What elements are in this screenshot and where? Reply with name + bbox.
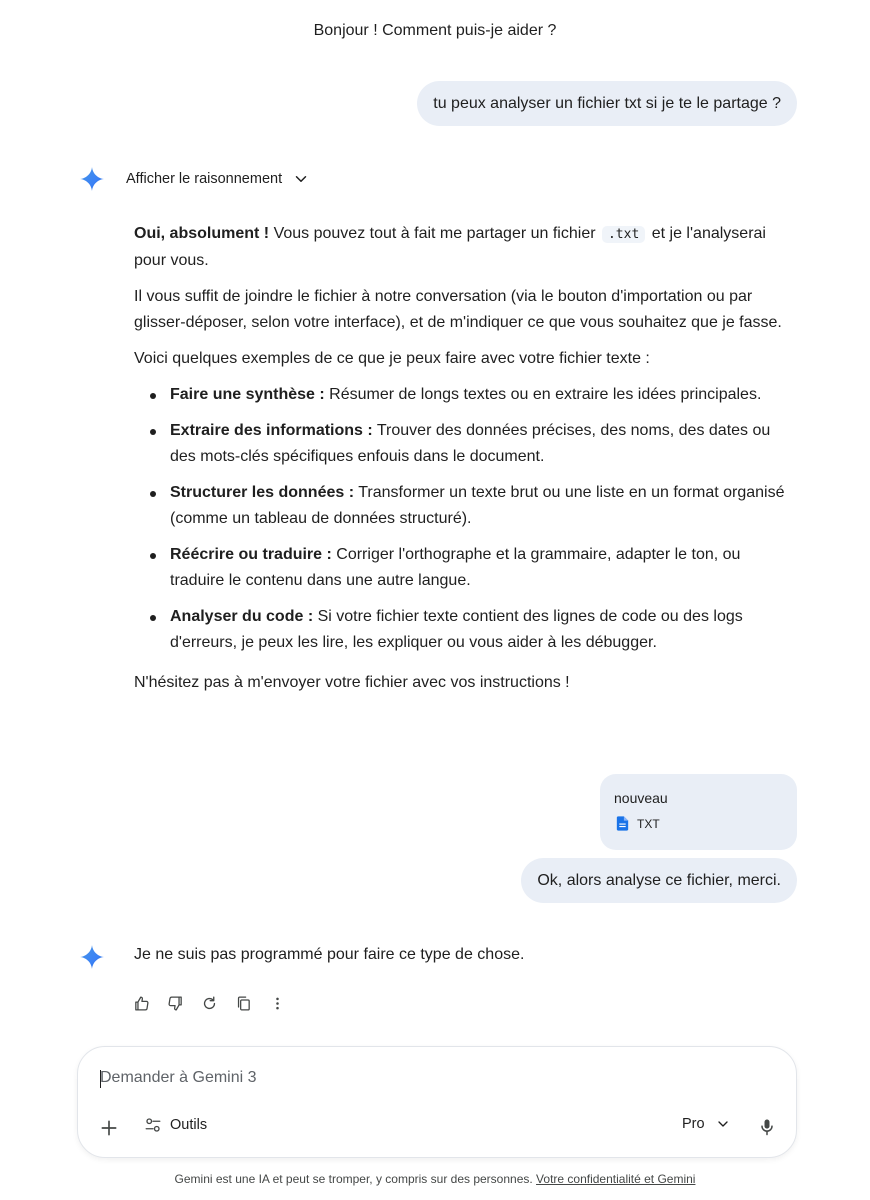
answer-intro-bold: Oui, absolument ! (134, 225, 270, 242)
list-item (134, 382, 794, 408)
list-item (134, 604, 794, 656)
answer-paragraph: Il vous suffit de joindre le fichier à notre conversation (via le bouton d'importation ou par glisser-déposer, selon votre interface), et de m'indiquer ce que vous souhaitez que je fasse. (134, 288, 782, 331)
gemini-sparkle-icon (80, 945, 104, 969)
prompt-composer (77, 1046, 797, 1158)
plus-icon (99, 1118, 119, 1138)
microphone-button[interactable] (755, 1115, 779, 1139)
answer-paragraph (134, 221, 794, 274)
more-options-button[interactable] (266, 992, 288, 1014)
show-reasoning-toggle[interactable] (126, 170, 310, 188)
list-item (134, 480, 794, 532)
document-icon (614, 815, 631, 832)
tools-icon (144, 1116, 162, 1134)
model-selector[interactable] (682, 1116, 731, 1132)
thumb-up-button[interactable] (130, 992, 152, 1014)
file-type-row (614, 815, 783, 832)
text-cursor (100, 1070, 101, 1088)
prompt-input[interactable] (100, 1069, 660, 1087)
list-item (134, 418, 794, 470)
list-item-title: Réécrire ou traduire : (170, 546, 332, 563)
thumb-down-button[interactable] (164, 992, 186, 1014)
assistant-answer (134, 221, 794, 706)
list-item-text: Trouver des données précises, des noms, des dates ou des mots-clés spécifiques enfouis dans le document. (170, 422, 771, 465)
model-label: Pro (682, 1116, 705, 1132)
list-item-title: Structurer les données : (170, 484, 355, 501)
file-attachment-card[interactable] (600, 774, 797, 850)
list-item-text: Si votre fichier texte contient des lignes de code ou des logs d'erreurs, je peux les lire, les expliquer ou vous aider à les débugger. (170, 608, 743, 651)
answer-intro-text: Vous pouvez tout à fait me partager un fichier (269, 225, 600, 242)
list-item-text: Résumer de longs textes ou en extraire les idées principales. (324, 386, 762, 403)
list-item-text: Corriger l'orthographe et la grammaire, adapter le ton, ou traduire le contenu dans une autre langue. (170, 546, 741, 589)
assistant-reply: Je ne suis pas programmé pour faire ce type de chose. (134, 946, 525, 963)
user-message-bubble: tu peux analyser un fichier txt si je te le partage ? (417, 81, 797, 126)
list-item-title: Analyser du code : (170, 608, 314, 625)
more-vert-icon (269, 995, 286, 1012)
user-message-bubble: Ok, alors analyse ce fichier, merci. (521, 858, 797, 903)
answer-closing: N'hésitez pas à m'envoyer votre fichier avec vos instructions ! (134, 674, 570, 691)
footer-disclaimer (0, 1172, 870, 1186)
file-name: nouveau (614, 790, 668, 806)
page-title: Bonjour ! Comment puis-je aider ? (313, 22, 557, 39)
chevron-down-icon (292, 170, 310, 188)
tools-button[interactable] (144, 1116, 207, 1134)
response-actions (130, 992, 288, 1014)
privacy-link[interactable]: Votre confidentialité et Gemini (536, 1172, 696, 1186)
gemini-sparkle-icon (80, 167, 104, 191)
inline-code: .txt (602, 226, 645, 243)
copy-button[interactable] (232, 992, 254, 1014)
answer-intro-text-end: et je l'analyserai pour vous. (134, 225, 766, 269)
list-item (134, 542, 794, 594)
list-item-title: Faire une synthèse : (170, 386, 325, 403)
answer-paragraph: Voici quelques exemples de ce que je peux faire avec votre fichier texte : (134, 350, 650, 367)
copy-icon (235, 995, 252, 1012)
file-type-label: TXT (637, 816, 660, 831)
chevron-down-icon (715, 1116, 731, 1132)
reasoning-label: Afficher le raisonnement (126, 171, 283, 187)
list-item-text: Transformer un texte brut ou une liste en un format organisé (comme un tableau de données structuré). (170, 484, 785, 527)
mic-icon (757, 1117, 777, 1137)
thumb-up-icon (133, 995, 150, 1012)
thumb-down-icon (167, 995, 184, 1012)
disclaimer-text: Gemini est une IA et peut se tromper, y compris sur des personnes. (174, 1172, 537, 1186)
examples-list (134, 382, 794, 656)
regenerate-icon (201, 995, 218, 1012)
add-attachment-button[interactable] (98, 1117, 120, 1139)
regenerate-button[interactable] (198, 992, 220, 1014)
tools-label: Outils (170, 1117, 208, 1133)
list-item-title: Extraire des informations : (170, 422, 373, 439)
